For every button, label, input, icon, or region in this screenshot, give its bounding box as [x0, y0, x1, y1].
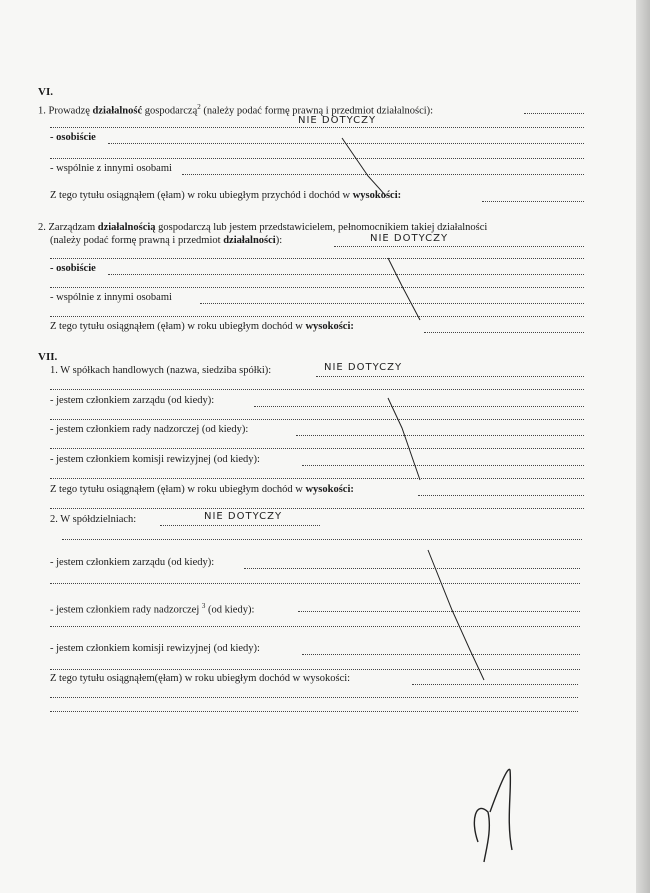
vi-q1-joint: - wspólnie z innymi osobami: [50, 163, 172, 174]
vi-q1-label: 1. Prowadzę działalność gospodarczą$^2$ (należy podać formę prawną i przedmiot działalności):: [38, 103, 434, 117]
handwritten-not-applicable: NIE DOTYCZY: [324, 362, 403, 373]
vii-income: Z tego tytułu osiągnąłem (ęłam) w roku ubiegłym dochód w wysokości:: [50, 484, 354, 495]
vi-q2-label-line1: 2. Zarządzam działalnością gospodarczą lub jestem przedstawicielem, pełnomocnikiem takiej działalności: [38, 222, 488, 233]
vii-supervisory: - jestem członkiem rady nadzorczej (od kiedy):: [50, 424, 249, 435]
vii-q1-label: 1. W spółkach handlowych (nazwa, siedziba spółki):: [50, 365, 272, 376]
vi-q2-income: Z tego tytułu osiągnąłem (ęłam) w roku ubiegłym dochód w wysokości:: [50, 321, 354, 332]
section-vii-heading: VII.: [38, 351, 58, 363]
vii-coop-supervisory: - jestem członkiem rady nadzorczej $^3$ (od kiedy):: [50, 602, 255, 616]
cancel-stroke: [428, 550, 484, 680]
vii-audit: - jestem członkiem komisji rewizyjnej (od kiedy):: [50, 454, 260, 465]
handwritten-not-applicable: NIE DOTYCZY: [370, 233, 449, 244]
vii-q2-label: 2. W spółdzielniach:: [50, 514, 137, 525]
vi-q1-personal: - osobiście: [50, 132, 96, 143]
section-vi-heading: VI.: [38, 86, 53, 98]
vii-coop-income: Z tego tytułu osiągnąłem(ęłam) w roku ubiegłym dochód w wysokości:: [50, 673, 351, 684]
signature-icon: [474, 769, 512, 862]
cancel-stroke: [342, 138, 386, 196]
vi-q2-joint: - wspólnie z innymi osobami: [50, 292, 172, 303]
vi-q2-personal: - osobiście: [50, 263, 96, 274]
vi-q2-label-line2: (należy podać formę prawną i przedmiot działalności):: [50, 235, 283, 246]
cancel-stroke: [388, 258, 420, 320]
vii-coop-audit: - jestem członkiem komisji rewizyjnej (od kiedy):: [50, 643, 260, 654]
vii-board: - jestem członkiem zarządu (od kiedy):: [50, 395, 215, 406]
handwritten-not-applicable: NIE DOTYCZY: [298, 115, 377, 126]
vii-coop-board: - jestem członkiem zarządu (od kiedy):: [50, 557, 215, 568]
handwritten-not-applicable: NIE DOTYCZY: [204, 511, 283, 522]
vi-q1-income: Z tego tytułu osiągnąłem (ęłam) w roku ubiegłym przychód i dochód w wysokości:: [50, 190, 402, 201]
cancel-stroke: [388, 398, 420, 480]
